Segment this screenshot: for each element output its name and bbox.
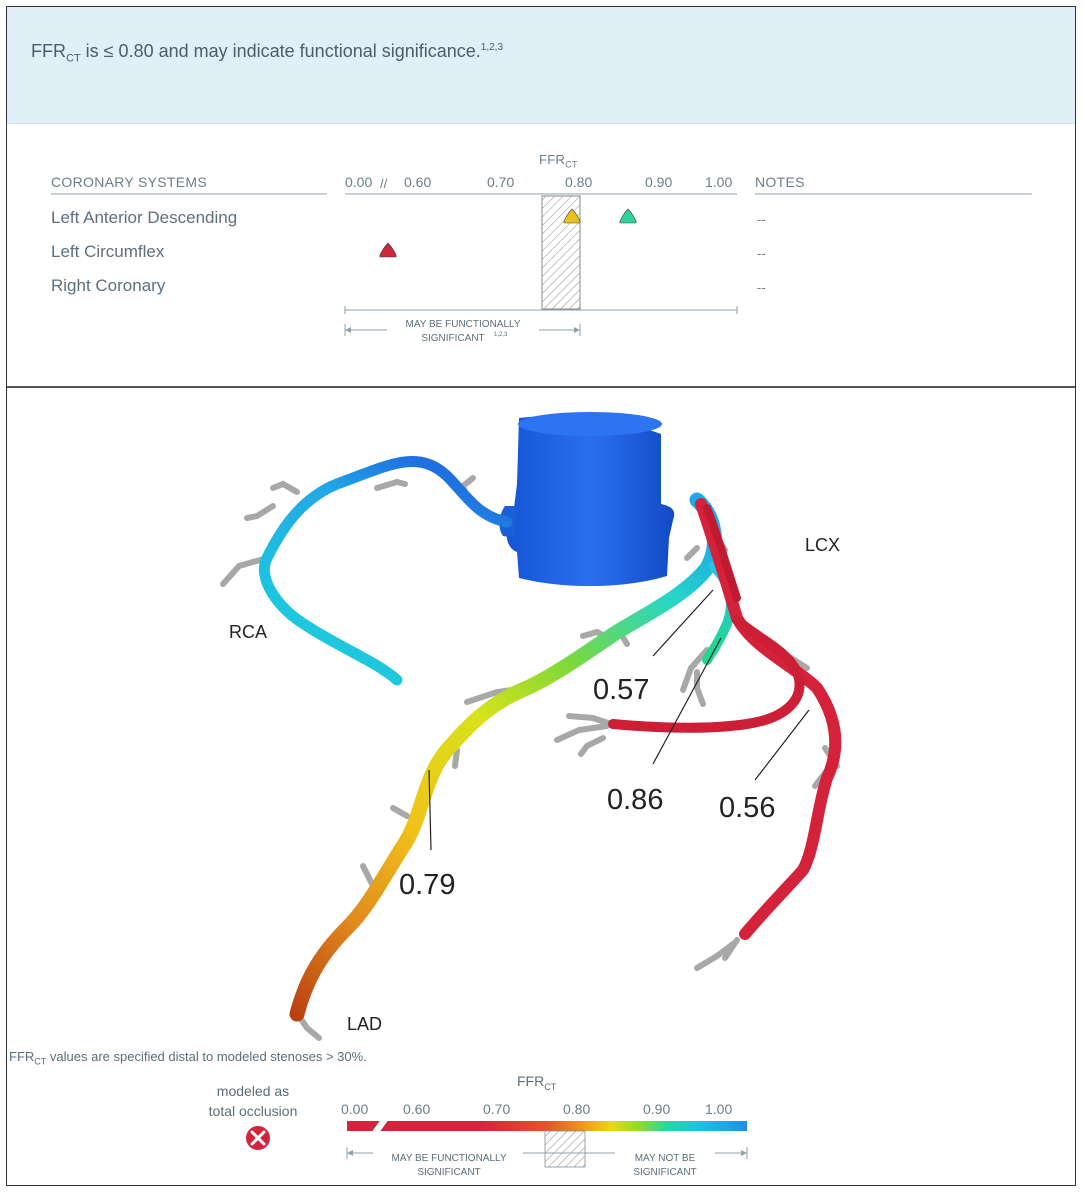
tick-label: 0.00 <box>345 174 373 190</box>
tick-label: 0.90 <box>645 174 673 190</box>
tick-label: 0.80 <box>565 174 593 190</box>
col-header-notes: NOTES <box>755 174 805 190</box>
note-lcx: -- <box>757 246 766 261</box>
legend-left-label-line1: MAY BE FUNCTIONALLY <box>391 1153 507 1164</box>
occlusion-icon <box>243 1123 273 1153</box>
system-row-lcx: Left Circumflex <box>51 242 165 261</box>
occlusion-label-line2: total occlusion <box>208 1103 298 1119</box>
axis-break-mark: // <box>380 176 388 191</box>
significance-label-line1: MAY BE FUNCTIONALLY <box>405 319 521 330</box>
banner-ffr: FFR <box>31 41 66 61</box>
system-row-rca: Right Coronary <box>51 276 166 295</box>
ffr-value-label: 0.56 <box>719 792 776 824</box>
lcx-label: LCX <box>805 535 841 555</box>
tick-label: 0.60 <box>404 174 432 190</box>
color-gradient-bar <box>347 1121 747 1131</box>
legend-right-label-line1: MAY NOT BE <box>634 1153 696 1164</box>
note-rca: -- <box>757 280 766 295</box>
occlusion-label-line1: modeled as <box>216 1083 290 1099</box>
rca-label: RCA <box>229 622 268 642</box>
lad-label: LAD <box>347 1014 383 1034</box>
ffr-value-label: 0.86 <box>607 784 664 816</box>
banner-citation: 1,2,3 <box>480 42 504 53</box>
aorta <box>499 412 674 586</box>
legend-title-sub: CT <box>544 1081 557 1092</box>
significance-citation: 1,2,3 <box>494 332 508 338</box>
tick-label: 0.70 <box>487 174 515 190</box>
banner-message: is ≤ 0.80 and may indicate functional significance. <box>80 41 481 61</box>
significance-label-line2: SIGNIFICANT <box>421 333 485 344</box>
system-row-lad: Left Anterior Descending <box>51 208 238 227</box>
legend-tick-label: 0.70 <box>483 1101 511 1117</box>
legend-threshold-zone <box>545 1131 585 1167</box>
legend-tick-label: 1.00 <box>705 1101 733 1117</box>
legend-tick-label: 0.80 <box>563 1101 591 1117</box>
banner-ffr-sub: CT <box>66 52 81 65</box>
legend-right-label-line2: SIGNIFICANT <box>633 1167 697 1178</box>
legend-tick-label: 0.90 <box>643 1101 671 1117</box>
legend-title <box>517 1073 556 1092</box>
ffr-value-label: 0.57 <box>593 674 650 706</box>
legend-left-label-line2: SIGNIFICANT <box>417 1167 481 1178</box>
significance-banner <box>7 7 1075 124</box>
tick-label: 1.00 <box>705 174 733 190</box>
footnote-ffr: FFR <box>9 1049 35 1064</box>
axis-title-ffr: FFR <box>539 152 566 167</box>
footnote-text: values are specified distal to modeled stenoses > 30%. <box>46 1049 367 1064</box>
footnote <box>9 1049 367 1067</box>
legend-tick-label: 0.60 <box>403 1101 431 1117</box>
note-lad: -- <box>757 212 766 227</box>
report-frame <box>6 6 1076 1186</box>
ffr-marker <box>380 243 396 257</box>
banner-text <box>31 41 503 65</box>
color-scale-legend <box>333 1119 753 1186</box>
legend-title-ffr: FFR <box>517 1073 545 1089</box>
legend-tick-label: 0.00 <box>341 1101 369 1117</box>
axis-title-sub: CT <box>565 159 578 170</box>
occlusion-legend <box>193 1081 313 1121</box>
ffr-markers <box>380 209 636 257</box>
col-header-systems: CORONARY SYSTEMS <box>51 174 207 190</box>
summary-graphics <box>7 124 1076 389</box>
ffr-summary-table <box>7 124 1075 389</box>
ffr-value-label: 0.79 <box>399 869 456 901</box>
footnote-ffr-sub: CT <box>34 1056 47 1067</box>
right-coronary-artery <box>264 461 507 680</box>
ffr-marker <box>620 209 636 223</box>
